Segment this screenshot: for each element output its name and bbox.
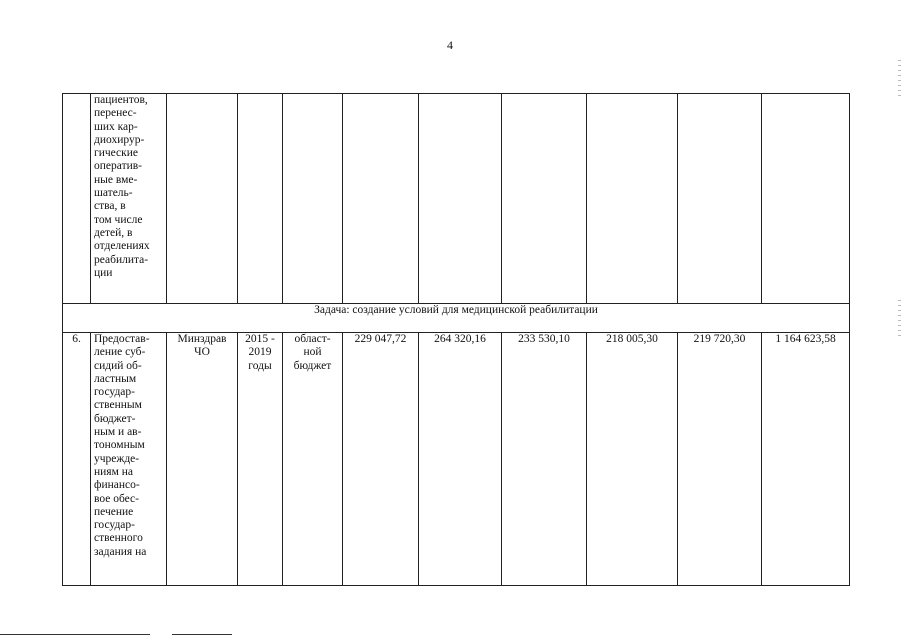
text-line: област-	[294, 333, 331, 345]
text-line: бюджет-	[94, 412, 136, 425]
task-heading: Задача: создание условий для медицинской реабилитации	[63, 304, 850, 333]
text-line: отделениях	[94, 240, 150, 253]
scan-margin-marks	[898, 60, 901, 100]
text-line: Предостав-	[94, 333, 150, 345]
page-number: 4	[447, 38, 453, 52]
cell-value-4: 218 005,30	[587, 333, 678, 586]
text-line: учрежде-	[94, 452, 140, 465]
cell-executor	[167, 94, 238, 304]
text-line: государ-	[94, 386, 135, 399]
text-line: ной	[303, 346, 322, 359]
cell-value-total: 1 164 623,58	[762, 333, 850, 586]
text-line: бюджет	[293, 359, 332, 372]
description-lines	[94, 94, 163, 280]
text-line: 2019	[248, 346, 272, 359]
text-line: гические	[94, 147, 138, 160]
text-line: ление суб-	[94, 346, 146, 359]
source-lines	[286, 333, 339, 373]
text-line: диохирур-	[94, 133, 145, 146]
text-line: годы	[248, 359, 272, 372]
text-line: печение	[94, 505, 134, 518]
cell-description	[91, 94, 167, 304]
cell-period	[238, 333, 283, 586]
text-line: ным и ав-	[94, 426, 142, 439]
text-line: Минздрав	[177, 333, 227, 345]
text-line: ции	[94, 266, 113, 279]
footer-rule	[172, 634, 232, 635]
table-row	[63, 333, 850, 586]
text-line: ственного	[94, 532, 143, 545]
description-lines	[94, 333, 163, 559]
text-line: оператив-	[94, 160, 143, 173]
cell-value-2: 264 320,16	[419, 333, 502, 586]
text-line: детей, в	[94, 226, 133, 239]
task-row	[63, 304, 850, 333]
table-row	[63, 94, 850, 304]
text-line: государ-	[94, 519, 135, 532]
text-line: вое обес-	[94, 492, 139, 505]
cell-period	[238, 94, 283, 304]
text-line: 2015 -	[245, 333, 275, 345]
text-line: ластным	[94, 372, 137, 385]
cell-value-1: 229 047,72	[343, 333, 419, 586]
scan-margin-marks	[898, 300, 901, 340]
cell-number	[63, 94, 91, 304]
cell-value	[762, 94, 850, 304]
text-line: перенес-	[94, 107, 137, 120]
cell-source	[283, 94, 343, 304]
text-line: задания на	[94, 545, 147, 558]
cell-value	[419, 94, 502, 304]
text-line: шатель-	[94, 187, 133, 200]
cell-executor	[167, 333, 238, 586]
text-line: ства, в	[94, 200, 126, 213]
text-line: реабилита-	[94, 253, 149, 266]
cell-source	[283, 333, 343, 586]
text-line: ших кар-	[94, 120, 138, 133]
cell-value	[587, 94, 678, 304]
text-line: ные вме-	[94, 173, 138, 186]
text-line: финансо-	[94, 479, 140, 492]
text-line: ственным	[94, 399, 142, 412]
text-line: сидий об-	[94, 359, 142, 372]
cell-value	[678, 94, 762, 304]
text-line: тономным	[94, 439, 145, 452]
period-lines	[241, 333, 279, 373]
cell-value	[343, 94, 419, 304]
cell-value-5: 219 720,30	[678, 333, 762, 586]
budget-table	[62, 93, 850, 586]
text-line: ниям на	[94, 465, 134, 478]
row-number: 6.	[63, 333, 91, 586]
text-line: том числе	[94, 213, 143, 226]
footer-rule	[0, 634, 150, 635]
executor-lines	[170, 333, 234, 360]
cell-value	[502, 94, 587, 304]
cell-description	[91, 333, 167, 586]
text-line: пациентов,	[94, 94, 148, 106]
text-line: ЧО	[194, 346, 210, 359]
cell-value-3: 233 530,10	[502, 333, 587, 586]
